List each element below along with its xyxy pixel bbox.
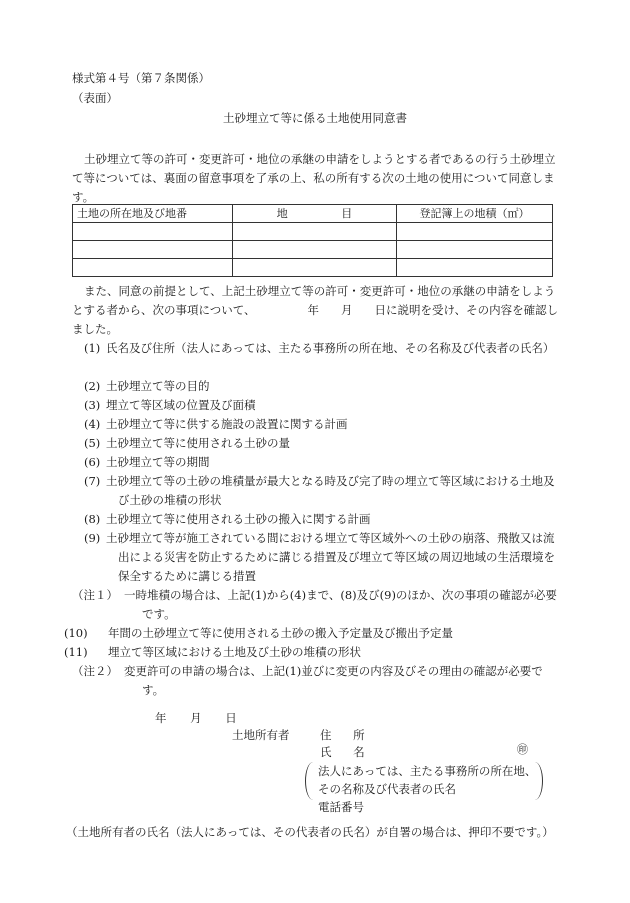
item-text: 氏名及び住所（法人にあっては、主たる事務所の所在地、その名称及び代表者の氏名） (106, 341, 555, 355)
table-cell[interactable] (73, 223, 233, 241)
confirmation-text-1: また、同意の前提として、上記土砂埋立て等の許可・変更許可・地位の承継の申請をしようとする者から、次の事項について、 (72, 284, 556, 317)
item-number: (10) (64, 626, 88, 640)
item-number: (11) (64, 645, 88, 659)
item-text: 埋立て等区域における土地及び土砂の堆積の形状 (108, 645, 361, 659)
corporate-note-line-1: 法人にあっては、主たる事務所の所在地、 (318, 764, 537, 778)
side-label: （表面） (72, 91, 118, 105)
document-title: 土砂埋立て等に係る土地使用同意書 (223, 111, 407, 125)
footer-note: （土地所有者の氏名（法人にあっては、その代表者の氏名）が自署の場合は、押印不要です。） (66, 825, 554, 839)
table-cell[interactable] (397, 223, 553, 241)
item-text: 土砂埋立て等が施工されている間における埋立て等区域外への土砂の崩落、飛散又は流出による災害を防止するために講じる措置及び埋立て等区域の周辺地域の生活環境を保全するために講じる措置 (106, 531, 555, 583)
table-row (73, 241, 553, 259)
item-number: (5) (84, 436, 101, 450)
list-item (84, 529, 560, 586)
item-number: (4) (84, 417, 101, 431)
phone-label: 電話番号 (318, 800, 364, 814)
list-item (84, 453, 560, 472)
note-text: 変更許可の申請の場合は、上記(1)並びに変更の内容及びその理由の確認が必要です。 (124, 664, 543, 697)
item-number: (2) (84, 379, 101, 393)
confirmation-month: 月 (341, 303, 353, 317)
table-cell[interactable] (73, 241, 233, 259)
item-number: (8) (84, 512, 101, 526)
list-item (84, 339, 560, 358)
table-cell[interactable] (233, 259, 397, 277)
form-number: 様式第４号（第７条関係） (72, 71, 210, 85)
left-bracket (305, 762, 314, 800)
confirmation-year: 年 (307, 303, 320, 317)
item-text: 年間の土砂埋立て等に使用される土砂の搬入予定量及び搬出予定量 (108, 626, 453, 640)
header-location: 土地の所在地及び地番 (73, 205, 233, 223)
note-number: （注１） (72, 588, 118, 602)
address-label: 住 所 (320, 728, 365, 742)
header-registered-area: 登記簿上の地積（㎡） (397, 205, 553, 223)
item-number: (9) (84, 531, 101, 545)
item-number: (7) (84, 474, 101, 488)
table-cell[interactable] (233, 223, 397, 241)
item-text: 埋立て等区域の位置及び面積 (106, 398, 256, 412)
item-text: 土砂埋立て等の目的 (106, 379, 210, 393)
corporate-note-line-2: その名称及び代表者の氏名 (318, 782, 456, 796)
list-item (64, 643, 560, 662)
table-row (73, 223, 553, 241)
table-cell[interactable] (397, 259, 553, 277)
list-item (84, 434, 560, 453)
table-cell[interactable] (397, 241, 553, 259)
confirmation-paragraph (72, 282, 562, 339)
item-number: (1) (84, 341, 101, 355)
owner-label: 土地所有者 (232, 728, 290, 742)
header-land-category: 地 目 (233, 205, 397, 223)
list-item (84, 377, 560, 396)
list-item (84, 415, 560, 434)
list-item (84, 472, 560, 510)
table-header-row (73, 205, 553, 223)
name-label: 氏 名 (320, 745, 365, 759)
item-text: 土砂埋立て等に使用される土砂の量 (106, 436, 290, 450)
table-cell[interactable] (233, 241, 397, 259)
table-row (73, 259, 553, 277)
list-item (64, 624, 560, 643)
confirmation-text-2: 日に説明を受け、その内容を確認しました。 (72, 303, 559, 336)
note-1 (72, 586, 560, 624)
intro-paragraph: 土砂埋立て等の許可・変更許可・地位の承継の申請をしようとする者であるの行う土砂埋立て等については、裏面の留意事項を了承の上、私の所有する次の土地の使用について同意します。 (72, 152, 556, 204)
item-number: (6) (84, 455, 101, 469)
item-text: 土砂埋立て等に使用される土砂の搬入に関する計画 (106, 512, 371, 526)
item-text: 土砂埋立て等に供する施設の設置に関する計画 (106, 417, 348, 431)
seal-mark-icon: ㊞ (517, 743, 528, 756)
item-text: 土砂埋立て等の期間 (106, 455, 210, 469)
list-item (84, 396, 560, 415)
note-number: （注２） (72, 664, 118, 678)
list-item (84, 510, 560, 529)
note-2 (72, 662, 560, 700)
note-text: 一時堆積の場合は、上記(1)から(4)まで、(8)及び(9)のほか、次の事項の確認が必要です。 (124, 588, 557, 621)
table-cell[interactable] (73, 259, 233, 277)
signature-date: 年 月 日 (155, 711, 237, 725)
item-text: 土砂埋立て等の土砂の堆積量が最大となる時及び完了時の埋立て等区域における土地及び土砂の堆積の形状 (106, 474, 555, 507)
land-table (72, 204, 553, 277)
item-number: (3) (84, 398, 101, 412)
